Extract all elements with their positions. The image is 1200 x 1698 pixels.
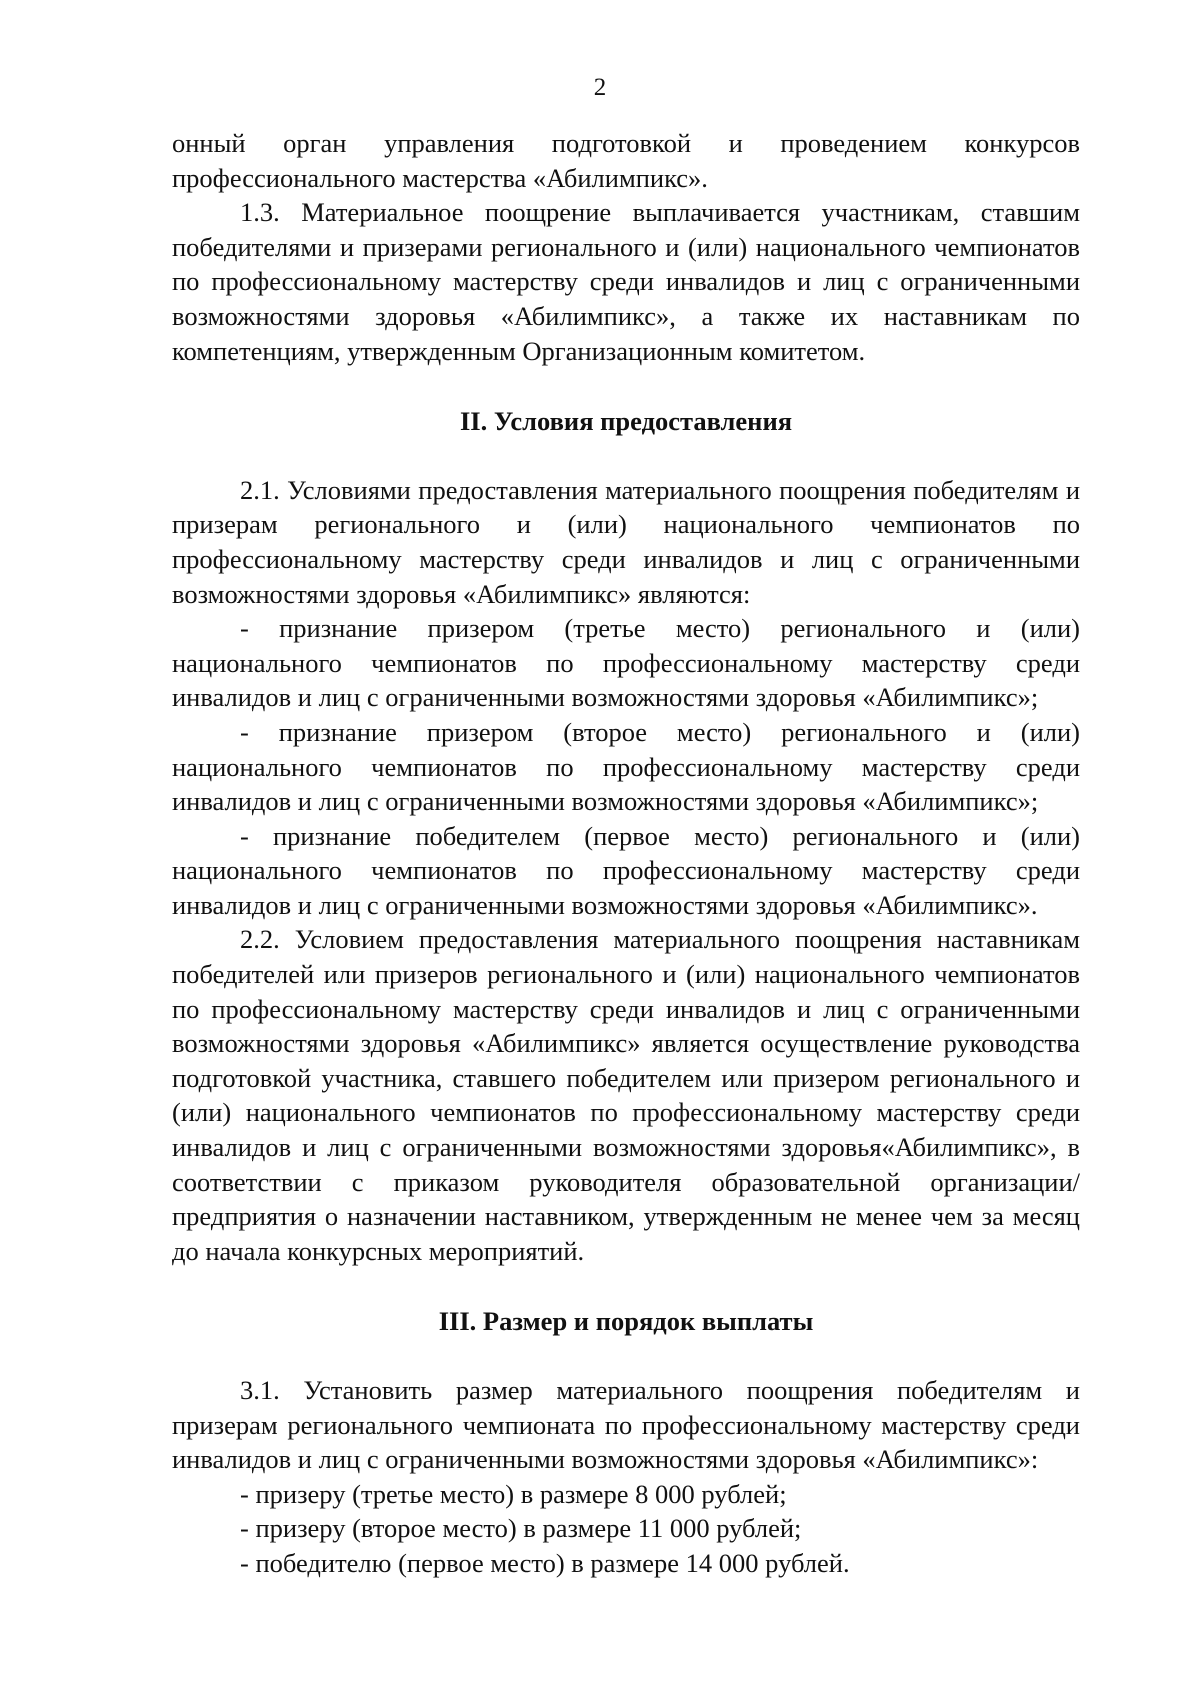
amount-third-place: - призеру (третье место) в размере 8 000 рублей; [240,1478,787,1509]
paragraph-2-1: 2.1. Условиями предоставления материального поощрения победителям и призерам регионального и (или) национального чемпионатов по профессиональному мастерству среди инвалидов и лиц с ограниченными возможностями здоровья «Абилимпикс» являются: [172,474,1080,609]
document-body [172,126,1080,1581]
list-item-third-place: - признание призером (третье место) регионального и (или) национального чемпионатов по профессиональному мастерству среди инвалидов и лиц с ограниченными возможностями здоровья «Абилимпикс»; [172,613,1080,713]
paragraph-3-1: 3.1. Установить размер материального поощрения победителям и призерам регионального чемпионата по профессиональному мастерству среди инвалидов и лиц с ограниченными возможностями здоровья «Абилимпикс»: [172,1375,1080,1475]
list-item-first-place: - признание победителем (первое место) регионального и (или) национального чемпионатов по профессиональному мастерству среди инвалидов и лиц с ограниченными возможностями здоровья «Абилимпикс». [172,820,1080,920]
page-number: 2 [593,74,607,101]
section-heading-2: II. Условия предоставления [459,406,793,437]
paragraph-1-3: 1.3. Материальное поощрение выплачивается участникам, ставшим победителями и призерами регионального и (или) национального чемпионатов по профессиональному мастерству среди инвалидов и лиц с ограниченными возможностями здоровья «Абилимпикс», а также их наставникам по компетенциям, утвержденным Организационным комитетом. [172,197,1080,366]
section-heading-3: III. Размер и порядок выплаты [438,1306,814,1337]
list-item-second-place: - признание призером (второе место) регионального и (или) национального чемпионатов по профессиональному мастерству среди инвалидов и лиц с ограниченными возможностями здоровья «Абилимпикс»; [172,716,1080,817]
paragraph-2-2: 2.2. Условием предоставления материального поощрения наставникам победителей или призеров регионального и (или) национального чемпионатов по профессиональному мастерству среди инвалидов и лиц с ограниченными возможностями здоровья «Абилимпикс» является осуществление руководства подготовкой участника, ставшего победителем или призером регионального и (или) национального чемпионатов по профессиональному мастерству среди инвалидов и лиц с ограниченными возможностями здоровья«Абилимпикс», в соответствии с приказом руководителя образовательной организации/предприятия о назначении наставником, утвержденным не менее чем за месяц до начала конкурсных мероприятий. [172,924,1080,1266]
paragraph-continuation: онный орган управления подготовкой и проведением конкурсов профессионального мастерства «Абилимпикс». [172,128,1080,193]
amount-first-place: - победителю (первое место) в размере 14 000 рублей. [240,1547,850,1578]
amount-second-place: - призеру (второе место) в размере 11 000 рублей; [240,1513,802,1544]
